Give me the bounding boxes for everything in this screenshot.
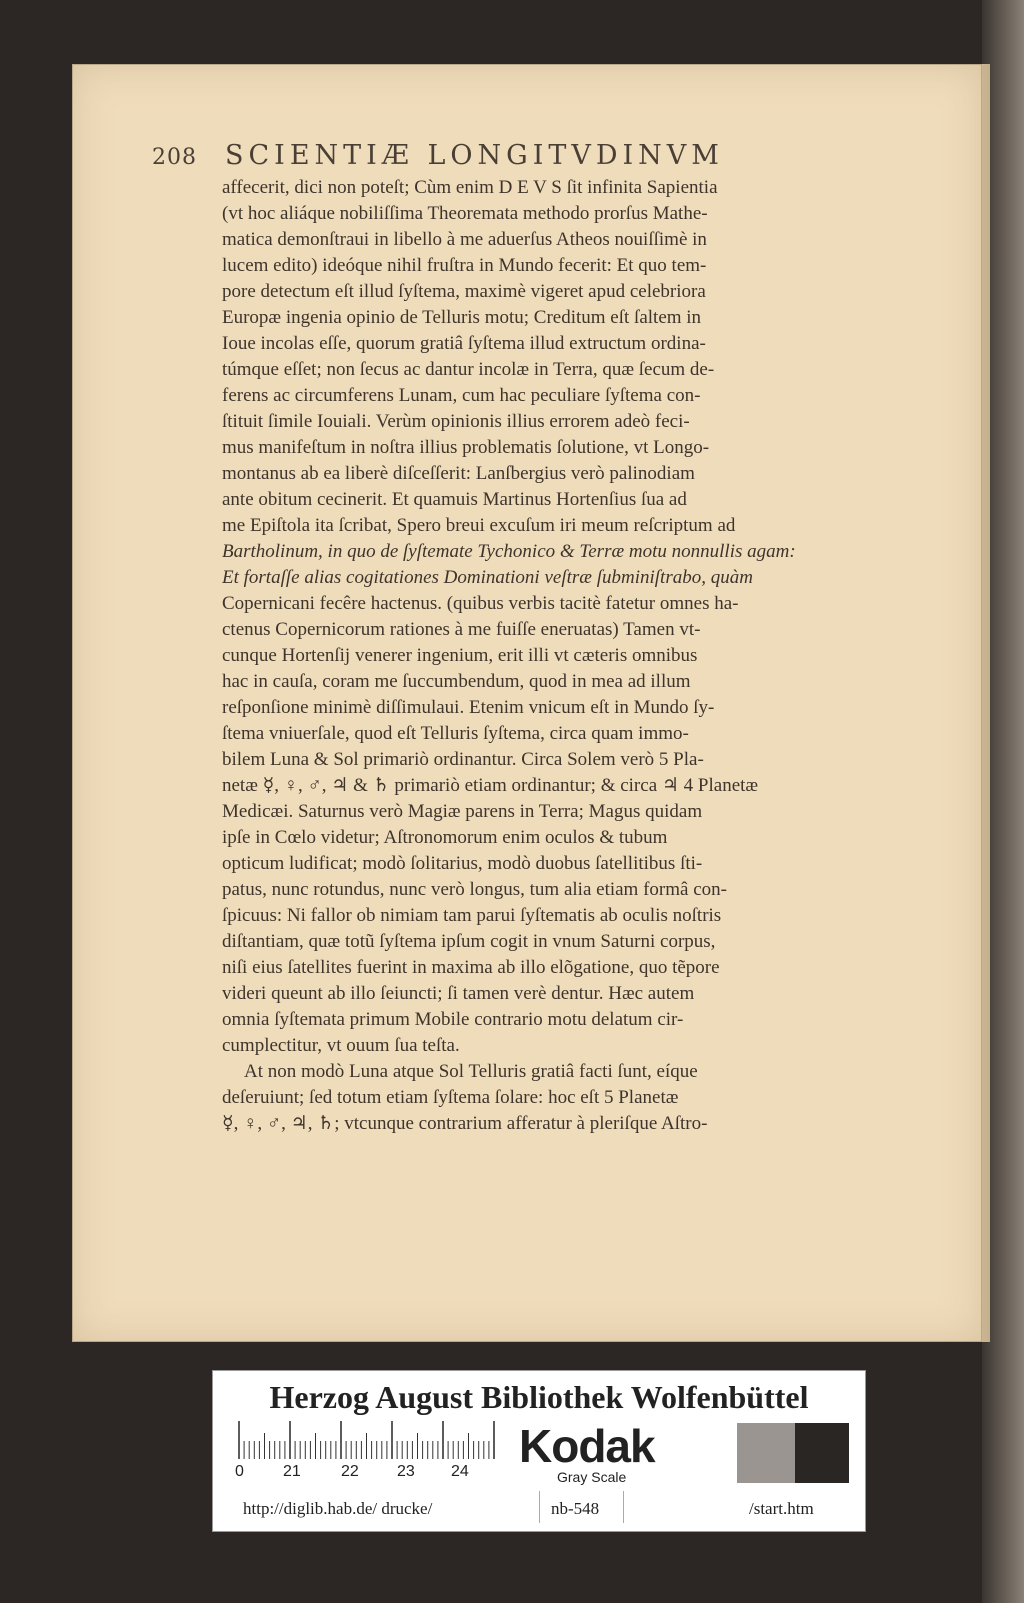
- text-line: opticum ludificat; modò ſolitarius, modò duobus ſatellitibus ſti-: [222, 853, 703, 874]
- text-line: videri queunt ab illo ſeiuncti; ſi tamen verè dentur. Hæc autem: [222, 983, 695, 1004]
- text-line: Europæ ingenia opinio de Telluris motu; Creditum eſt ſaltem in: [222, 307, 702, 328]
- text-line: túmque eſſet; non ſecus ac dantur incolæ in Terra, quæ ſecum de-: [222, 359, 715, 380]
- text-line: reſponſione minimè diſſimulaui. Etenim vnicum eſt in Mundo ſy-: [222, 697, 715, 718]
- text-line: diſtantiam, quæ totũ ſyſtema ipſum cogit in vnum Saturni corpus,: [222, 931, 716, 952]
- gray-swatch-dark: [795, 1423, 849, 1483]
- text-line: At non modò Luna atque Sol Telluris gratiâ facti ſunt, eíque: [244, 1061, 698, 1082]
- kodak-logo: Kodak: [519, 1420, 655, 1472]
- text-line: Et fortaſſe alias cogitationes Dominationi veſtræ ſubminiſtrabo, quàm: [222, 567, 753, 588]
- url-suffix: /start.htm: [749, 1499, 814, 1518]
- text-line: Ioue incolas eſſe, quorum gratiâ ſyſtema illud extructum ordina-: [222, 333, 706, 354]
- body-text: [222, 175, 902, 1137]
- running-title: SCIENTIÆ LONGITVDINVM: [225, 140, 724, 171]
- text-line: me Epiſtola ita ſcribat, Spero breui excuſum iri meum reſcriptum ad: [222, 515, 736, 536]
- text-line: Bartholinum, in quo de ſyſtemate Tychonico & Terræ motu nonnullis agam:: [222, 541, 796, 562]
- text-line: mus manifeſtum in noſtra illius problematis ſolutione, vt Longo-: [222, 437, 710, 458]
- text-line: lucem edito) ideóque nihil fruſtra in Mundo fecerit: Et quo tem-: [222, 255, 707, 276]
- url-id: nb-548: [551, 1499, 600, 1518]
- text-line: ctenus Copernicorum rationes à me fuiſſe eneruatas) Tamen vt-: [222, 619, 701, 640]
- ruler-label: 21: [283, 1463, 301, 1480]
- text-line: patus, nunc rotundus, nunc verò longus, tum alia etiam formâ con-: [222, 879, 727, 900]
- text-line: niſi eius ſatellites fuerint in maxima ab illo elõgatione, quo tẽpore: [222, 957, 720, 978]
- url-divider: [623, 1491, 624, 1523]
- text-line: ſtituit ſimile Iouiali. Verùm opinionis illius errorem adeò feci-: [222, 411, 690, 432]
- text-line: ante obitum cecinerit. Et quamuis Martinus Hortenſius ſua ad: [222, 489, 687, 510]
- text-line: affecerit, dici non poteſt; Cùm enim D E V S ſit infinita Sapientia: [222, 177, 718, 198]
- text-line: ſpicuus: Ni fallor ob nimiam tam parui ſyſtematis ab oculis noſtris: [222, 905, 722, 926]
- ruler-label: 23: [397, 1463, 415, 1480]
- ruler-label: 24: [451, 1463, 469, 1480]
- text-line: ☿, ♀, ♂, ♃, ♄; vtcunque contrarium afferatur à pleriſque Aſtro-: [222, 1113, 708, 1134]
- text-line: (vt hoc aliáque nobiliſſima Theoremata methodo prorſus Mathe-: [222, 203, 708, 224]
- page-header: [152, 140, 852, 180]
- gray-swatch-light: [737, 1423, 795, 1483]
- gray-scale-label: Gray Scale: [557, 1469, 627, 1485]
- text-line: bilem Luna & Sol primariò ordinantur. Circa Solem verò 5 Pla-: [222, 749, 704, 770]
- text-line: ipſe in Cœlo videtur; Aſtronomorum enim oculos & tubum: [222, 827, 668, 848]
- text-line: matica demonſtraui in libello à me aduerſus Atheos nouiſſimè in: [222, 229, 707, 250]
- ruler-label: 0: [235, 1463, 244, 1480]
- library-name: Herzog August Bibliothek Wolfenbüttel: [269, 1379, 809, 1415]
- text-line: Medicæi. Saturnus verò Magiæ parens in Terra; Magus quidam: [222, 801, 703, 822]
- text-line: ſtema vniuerſale, quod eſt Telluris ſyſtema, circa quam immo-: [222, 723, 689, 744]
- ruler-label: 22: [341, 1463, 359, 1480]
- text-line: cunque Hortenſij venerer ingenium, erit illi vt cæteris omnibus: [222, 645, 698, 666]
- ruler-labels: [235, 1463, 505, 1483]
- text-line: cumplectitur, vt ouum ſua teſta.: [222, 1035, 460, 1056]
- text-line: pore detectum eſt illud ſyſtema, maximè vigeret apud celebriora: [222, 281, 706, 302]
- text-line: hac in cauſa, coram me ſuccumbendum, quod in mea ad illum: [222, 671, 691, 692]
- text-line: ferens ac circumferens Lunam, cum hac peculiare ſyſtema con-: [222, 385, 701, 406]
- page-number: 208: [152, 145, 197, 170]
- url-divider: [539, 1491, 540, 1523]
- url-base: http://diglib.hab.de/ drucke/: [243, 1499, 433, 1518]
- text-line: omnia ſyſtemata primum Mobile contrario motu delatum cir-: [222, 1009, 684, 1030]
- text-line: Copernicani fecêre hactenus. (quibus verbis tacitè fatetur omnes ha-: [222, 593, 739, 614]
- text-line: netæ ☿, ♀, ♂, ♃ & ♄ primariò etiam ordinantur; & circa ♃ 4 Planetæ: [222, 775, 759, 796]
- text-line: montanus ab ea liberè diſceſſerit: Lanſbergius verò palinodiam: [222, 463, 695, 484]
- archive-target-card: [212, 1370, 866, 1532]
- text-line: deſeruiunt; ſed totum etiam ſyſtema ſolare: hoc eſt 5 Planetæ: [222, 1087, 679, 1108]
